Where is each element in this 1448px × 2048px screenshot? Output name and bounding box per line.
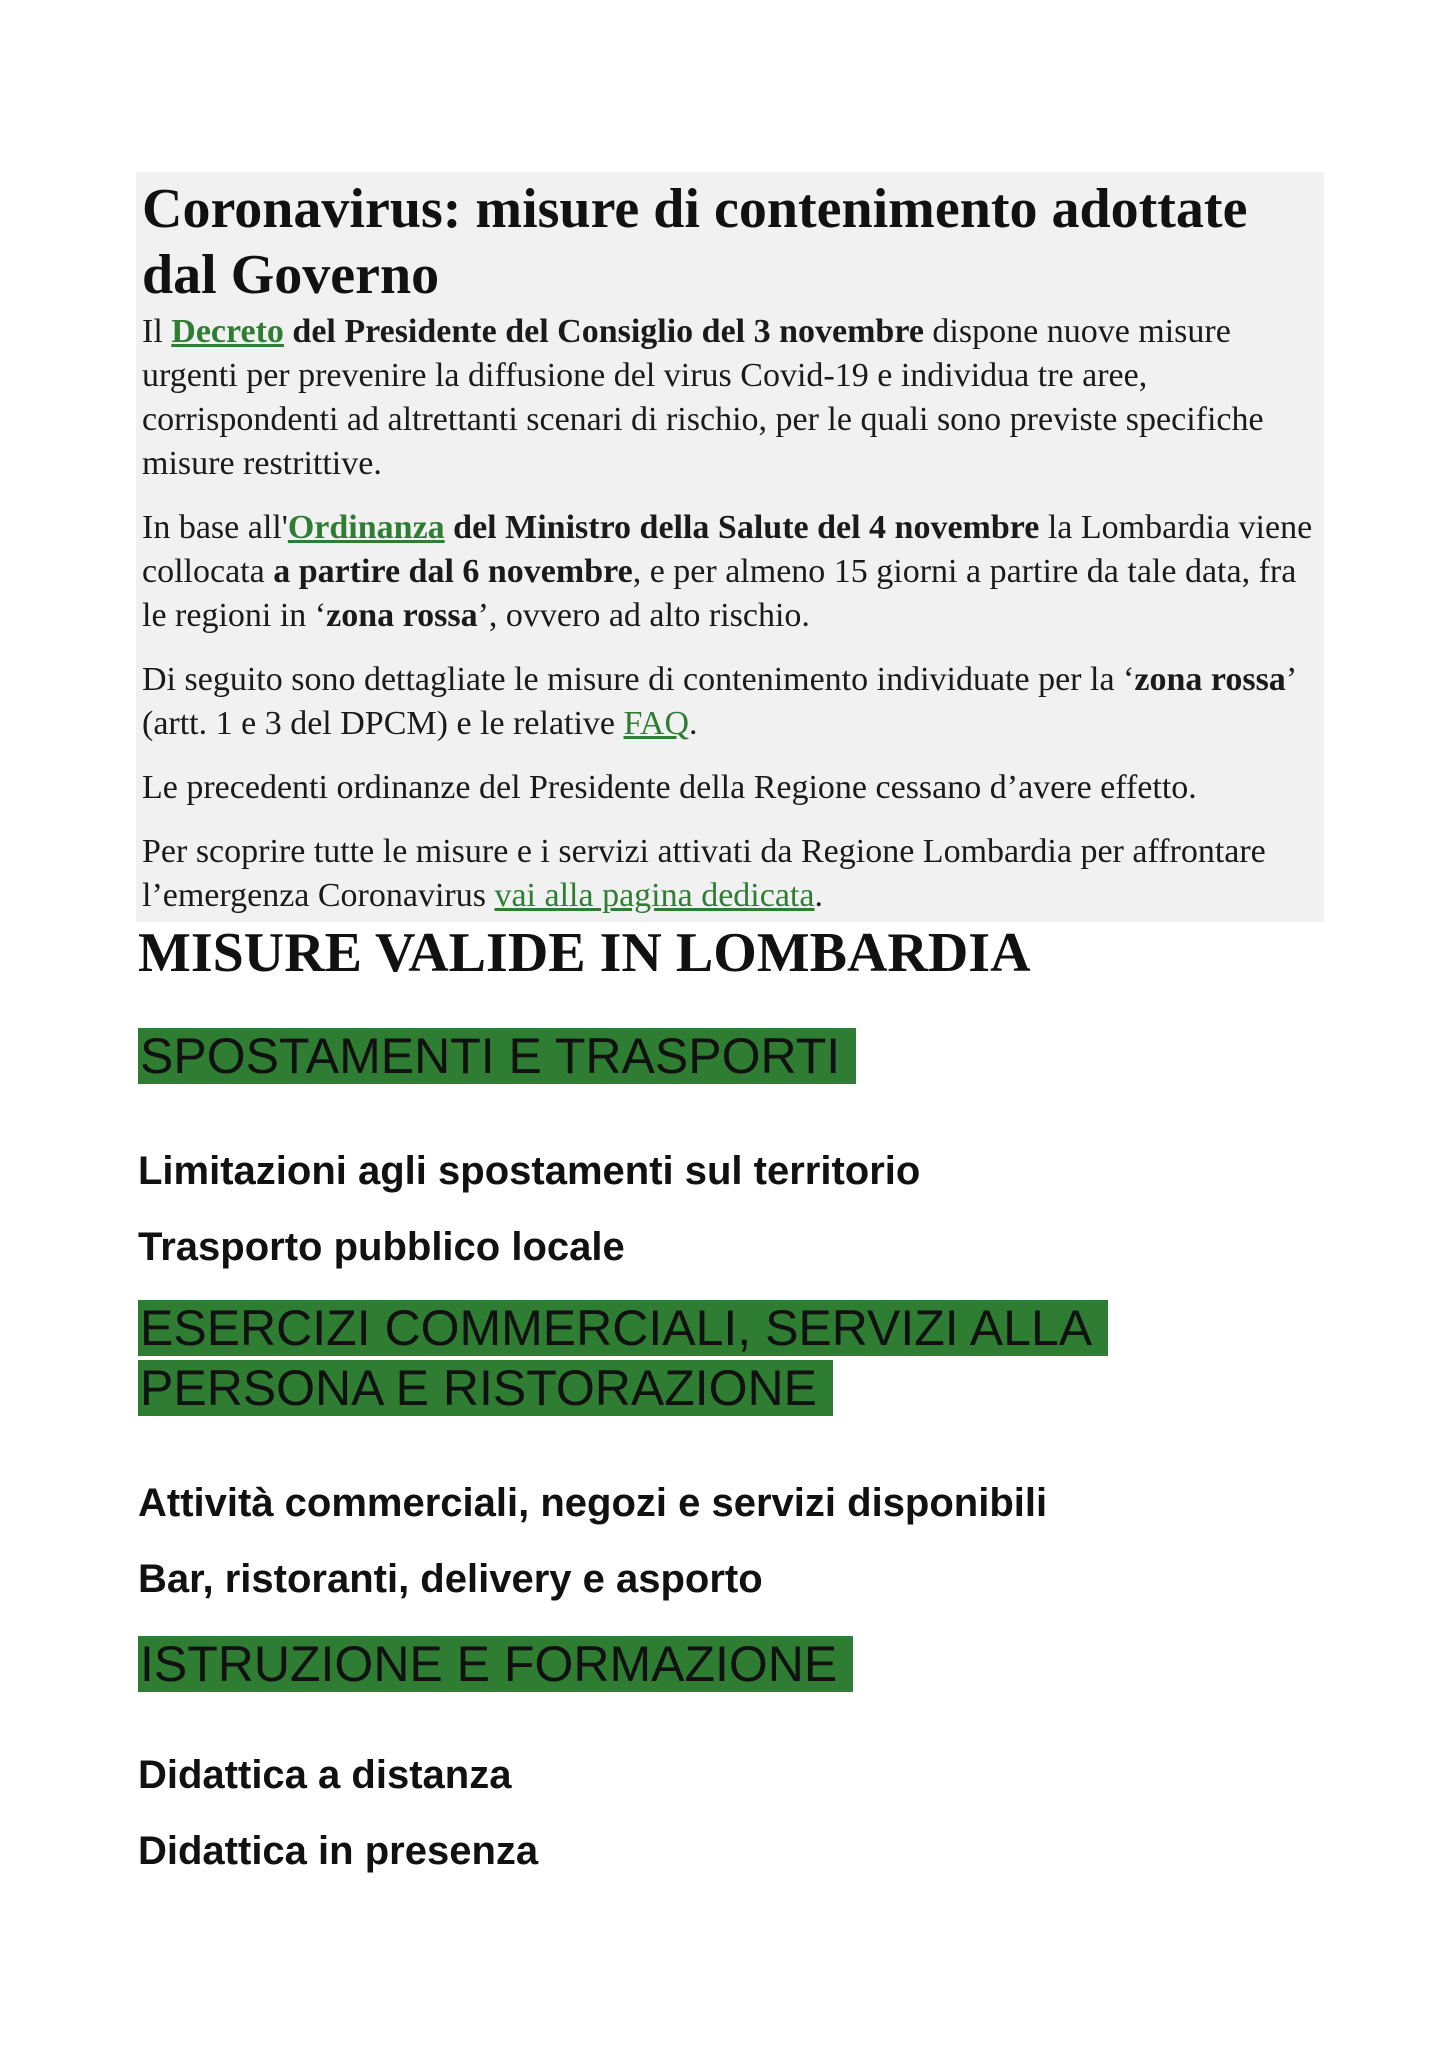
intro-box <box>136 172 1324 922</box>
page-title: Coronavirus: misure di contenimento adottate dal Governo <box>142 178 1248 306</box>
intro-paragraph-decreto: Il Decreto del Presidente del Consiglio del 3 novembre dispone nuove misure urgenti per prevenire la diffusione del virus Covid-19 e individua tre aree, corrispondenti ad altrettanti scenari di rischio, per le quali sono previste specifiche misure restrittive. <box>142 313 1264 482</box>
decreto-link[interactable]: Decreto <box>171 313 284 350</box>
item-didattica-distanza[interactable]: Didattica a distanza <box>138 1753 512 1797</box>
category-spostamenti-trasporti: SPOSTAMENTI E TRASPORTI <box>138 1026 856 1086</box>
section-title: MISURE VALIDE IN LOMBARDIA <box>138 922 1031 984</box>
category-esercizi-commerciali: ESERCIZI COMMERCIALI, SERVIZI ALLA PERSONA E RISTORAZIONE <box>138 1298 1138 1418</box>
item-trasporto-pubblico[interactable]: Trasporto pubblico locale <box>138 1225 625 1269</box>
item-attivita-commerciali[interactable]: Attività commerciali, negozi e servizi disponibili <box>138 1481 1048 1525</box>
intro-paragraph-ordinanze: Le precedenti ordinanze del Presidente della Regione cessano d’avere effetto. <box>142 769 1197 806</box>
faq-link[interactable]: FAQ <box>623 705 690 742</box>
intro-paragraph-pagina-dedicata: Per scoprire tutte le misure e i servizi attivati da Regione Lombardia per affrontare l’emergenza Coronavirus vai alla pagina dedicata. <box>142 833 1266 914</box>
intro-paragraph-zona-rossa: Di seguito sono dettagliate le misure di contenimento individuate per la ‘zona rossa’ (artt. 1 e 3 del DPCM) e le relative FAQ. <box>142 661 1295 742</box>
pagina-dedicata-link[interactable]: vai alla pagina dedicata <box>494 877 815 914</box>
ordinanza-link[interactable]: Ordinanza <box>287 509 445 546</box>
item-bar-ristoranti[interactable]: Bar, ristoranti, delivery e asporto <box>138 1557 763 1601</box>
category-istruzione-formazione: ISTRUZIONE E FORMAZIONE <box>138 1634 853 1694</box>
intro-paragraph-ordinanza: In base all'Ordinanza del Ministro della Salute del 4 novembre la Lombardia viene collocata a partire dal 6 novembre, e per almeno 15 giorni a partire da tale data, fra le regioni in ‘zona rossa’, ovvero ad alto rischio. <box>142 509 1313 634</box>
item-limitazioni-spostamenti[interactable]: Limitazioni agli spostamenti sul territorio <box>138 1149 921 1193</box>
item-didattica-presenza[interactable]: Didattica in presenza <box>138 1829 539 1873</box>
